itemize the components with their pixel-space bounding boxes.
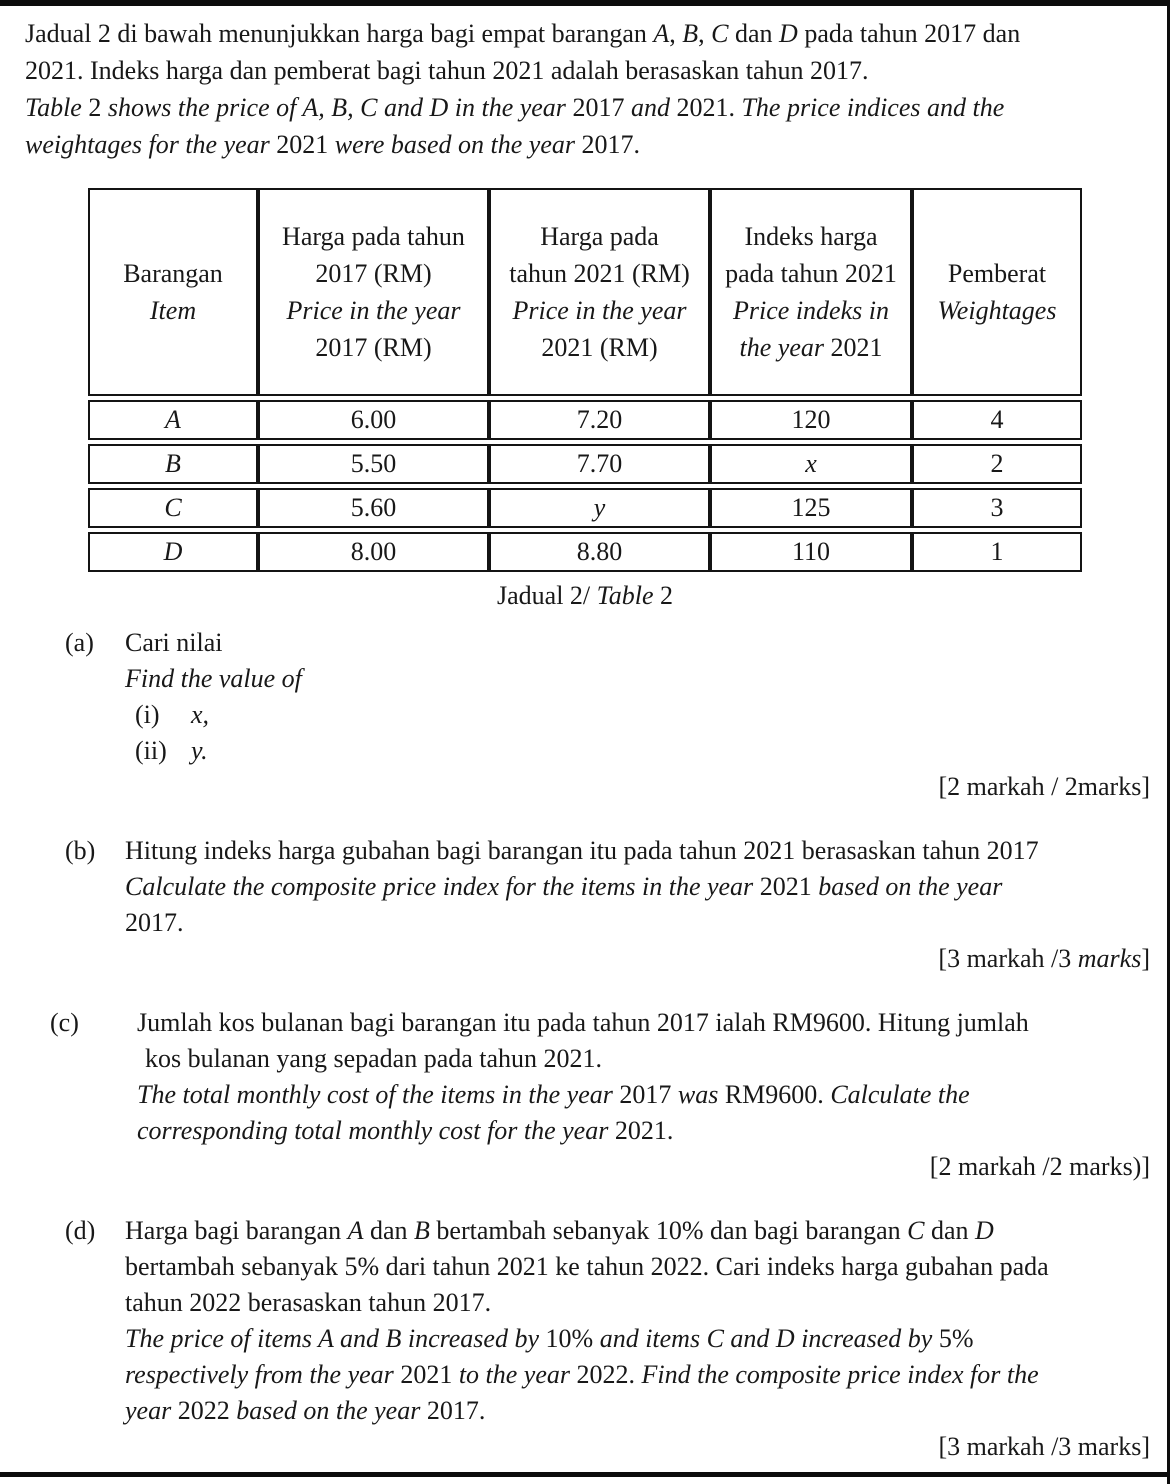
intro-line-malay-1: Jadual 2 di bawah menunjukkan harga bagi empat barangan A, B, C dan D pada tahun 2017 dan [25, 19, 1021, 48]
cell-item: C [88, 488, 258, 528]
question-part-d [0, 1213, 1170, 1465]
cell-price-index: 120 [710, 400, 912, 440]
text-line: Calculate the composite price index for the items in the year 2021 based on the year [125, 872, 1003, 901]
cell-price-2021: y [489, 488, 710, 528]
text-line: Jumlah kos bulanan bagi barangan itu pada tahun 2017 ialah RM9600. Hitung jumlah [137, 1008, 1029, 1037]
subpart-ii [125, 733, 1146, 769]
text-line: Harga bagi barangan A dan B bertambah sebanyak 10% dan bagi barangan C dan D [125, 1216, 994, 1245]
subpart-text: x, [191, 700, 210, 729]
text-line: Find the value of [125, 664, 302, 693]
col-header-price-2021: Harga pada tahun 2021 (RM) Price in the year 2021 (RM) [489, 188, 710, 396]
subpart-label: (ii) [135, 736, 167, 765]
text-line: tahun 2022 berasaskan tahun 2017. [125, 1288, 492, 1317]
text-line: bertambah sebanyak 5% dari tahun 2021 ke tahun 2022. Cari indeks harga gubahan pada [125, 1252, 1049, 1281]
table-row [88, 488, 1082, 528]
subpart-i [125, 697, 1146, 733]
subpart-text: y. [191, 736, 208, 765]
part-label: (b) [65, 836, 96, 865]
cell-weightage: 2 [912, 444, 1082, 484]
table-row [88, 400, 1082, 440]
col-header-item: Barangan Item [88, 188, 258, 396]
cell-item: B [88, 444, 258, 484]
text-line: The total monthly cost of the items in the year 2017 was RM9600. Calculate the [137, 1080, 970, 1109]
marks-label: [3 markah /3 marks] [938, 1432, 1150, 1461]
cell-price-2021: 7.20 [489, 400, 710, 440]
page-bottom-border [0, 1472, 1170, 1477]
text-line: kos bulanan yang sepadan pada tahun 2021. [145, 1044, 603, 1073]
text-line: The price of items A and B increased by 10% and items C and D increased by 5% [125, 1324, 974, 1353]
cell-item: A [88, 400, 258, 440]
col-header-weightages: Pemberat Weightages [912, 188, 1082, 396]
text-line: Cari nilai [125, 628, 223, 657]
marks-label: [2 markah / 2marks] [938, 772, 1150, 801]
text-line: 2017. [125, 908, 184, 937]
marks-label: [3 markah /3 marks] [938, 944, 1150, 973]
cell-price-2017: 6.00 [258, 400, 489, 440]
cell-price-2017: 8.00 [258, 532, 489, 572]
cell-price-index: 110 [710, 532, 912, 572]
cell-price-index: x [710, 444, 912, 484]
col-header-price-index-2021: Indeks harga pada tahun 2021 Price indeks in the year 2021 [710, 188, 912, 396]
intro-line-english-2: weightages for the year 2021 were based on the year 2017. [25, 130, 640, 159]
intro-line-malay-2: 2021. Indeks harga dan pemberat bagi tahun 2021 adalah berasaskan tahun 2017. [25, 56, 869, 85]
part-b-body [125, 833, 1170, 941]
question-intro [0, 0, 1170, 163]
text-line: Hitung indeks harga gubahan bagi barangan itu pada tahun 2021 berasaskan tahun 2017 [125, 836, 1039, 865]
part-d-body [125, 1213, 1170, 1429]
part-label: (a) [65, 628, 94, 657]
table-row [88, 444, 1082, 484]
cell-price-index: 125 [710, 488, 912, 528]
table-header-row [88, 188, 1082, 396]
cell-item: D [88, 532, 258, 572]
marks-label: [2 markah /2 marks)] [929, 1152, 1150, 1181]
part-label: (d) [65, 1216, 96, 1245]
cell-price-2021: 8.80 [489, 532, 710, 572]
text-line: respectively from the year 2021 to the year 2022. Find the composite price index for the [125, 1360, 1039, 1389]
intro-line-english-1: Table 2 shows the price of A, B, C and D in the year 2017 and 2021. The price indices and the [25, 93, 1005, 122]
cell-price-2017: 5.50 [258, 444, 489, 484]
part-a-body [125, 625, 1170, 769]
cell-weightage: 3 [912, 488, 1082, 528]
question-part-b [0, 833, 1170, 977]
question-part-a [0, 625, 1170, 805]
cell-weightage: 1 [912, 532, 1082, 572]
table-row [88, 532, 1082, 572]
question-parts [0, 613, 1170, 1465]
question-part-c [0, 1005, 1170, 1185]
price-table [88, 184, 1082, 576]
text-line: corresponding total monthly cost for the year 2021. [137, 1116, 674, 1145]
part-c-body [137, 1005, 1170, 1149]
cell-weightage: 4 [912, 400, 1082, 440]
cell-price-2017: 5.60 [258, 488, 489, 528]
col-header-price-2017: Harga pada tahun 2017 (RM) Price in the year 2017 (RM) [258, 188, 489, 396]
text-line: year 2022 based on the year 2017. [125, 1396, 486, 1425]
subpart-label: (i) [135, 700, 160, 729]
table-caption: Jadual 2/ Table 2 [497, 581, 673, 610]
page-top-border [0, 0, 1170, 6]
part-label: (c) [50, 1008, 79, 1037]
cell-price-2021: 7.70 [489, 444, 710, 484]
